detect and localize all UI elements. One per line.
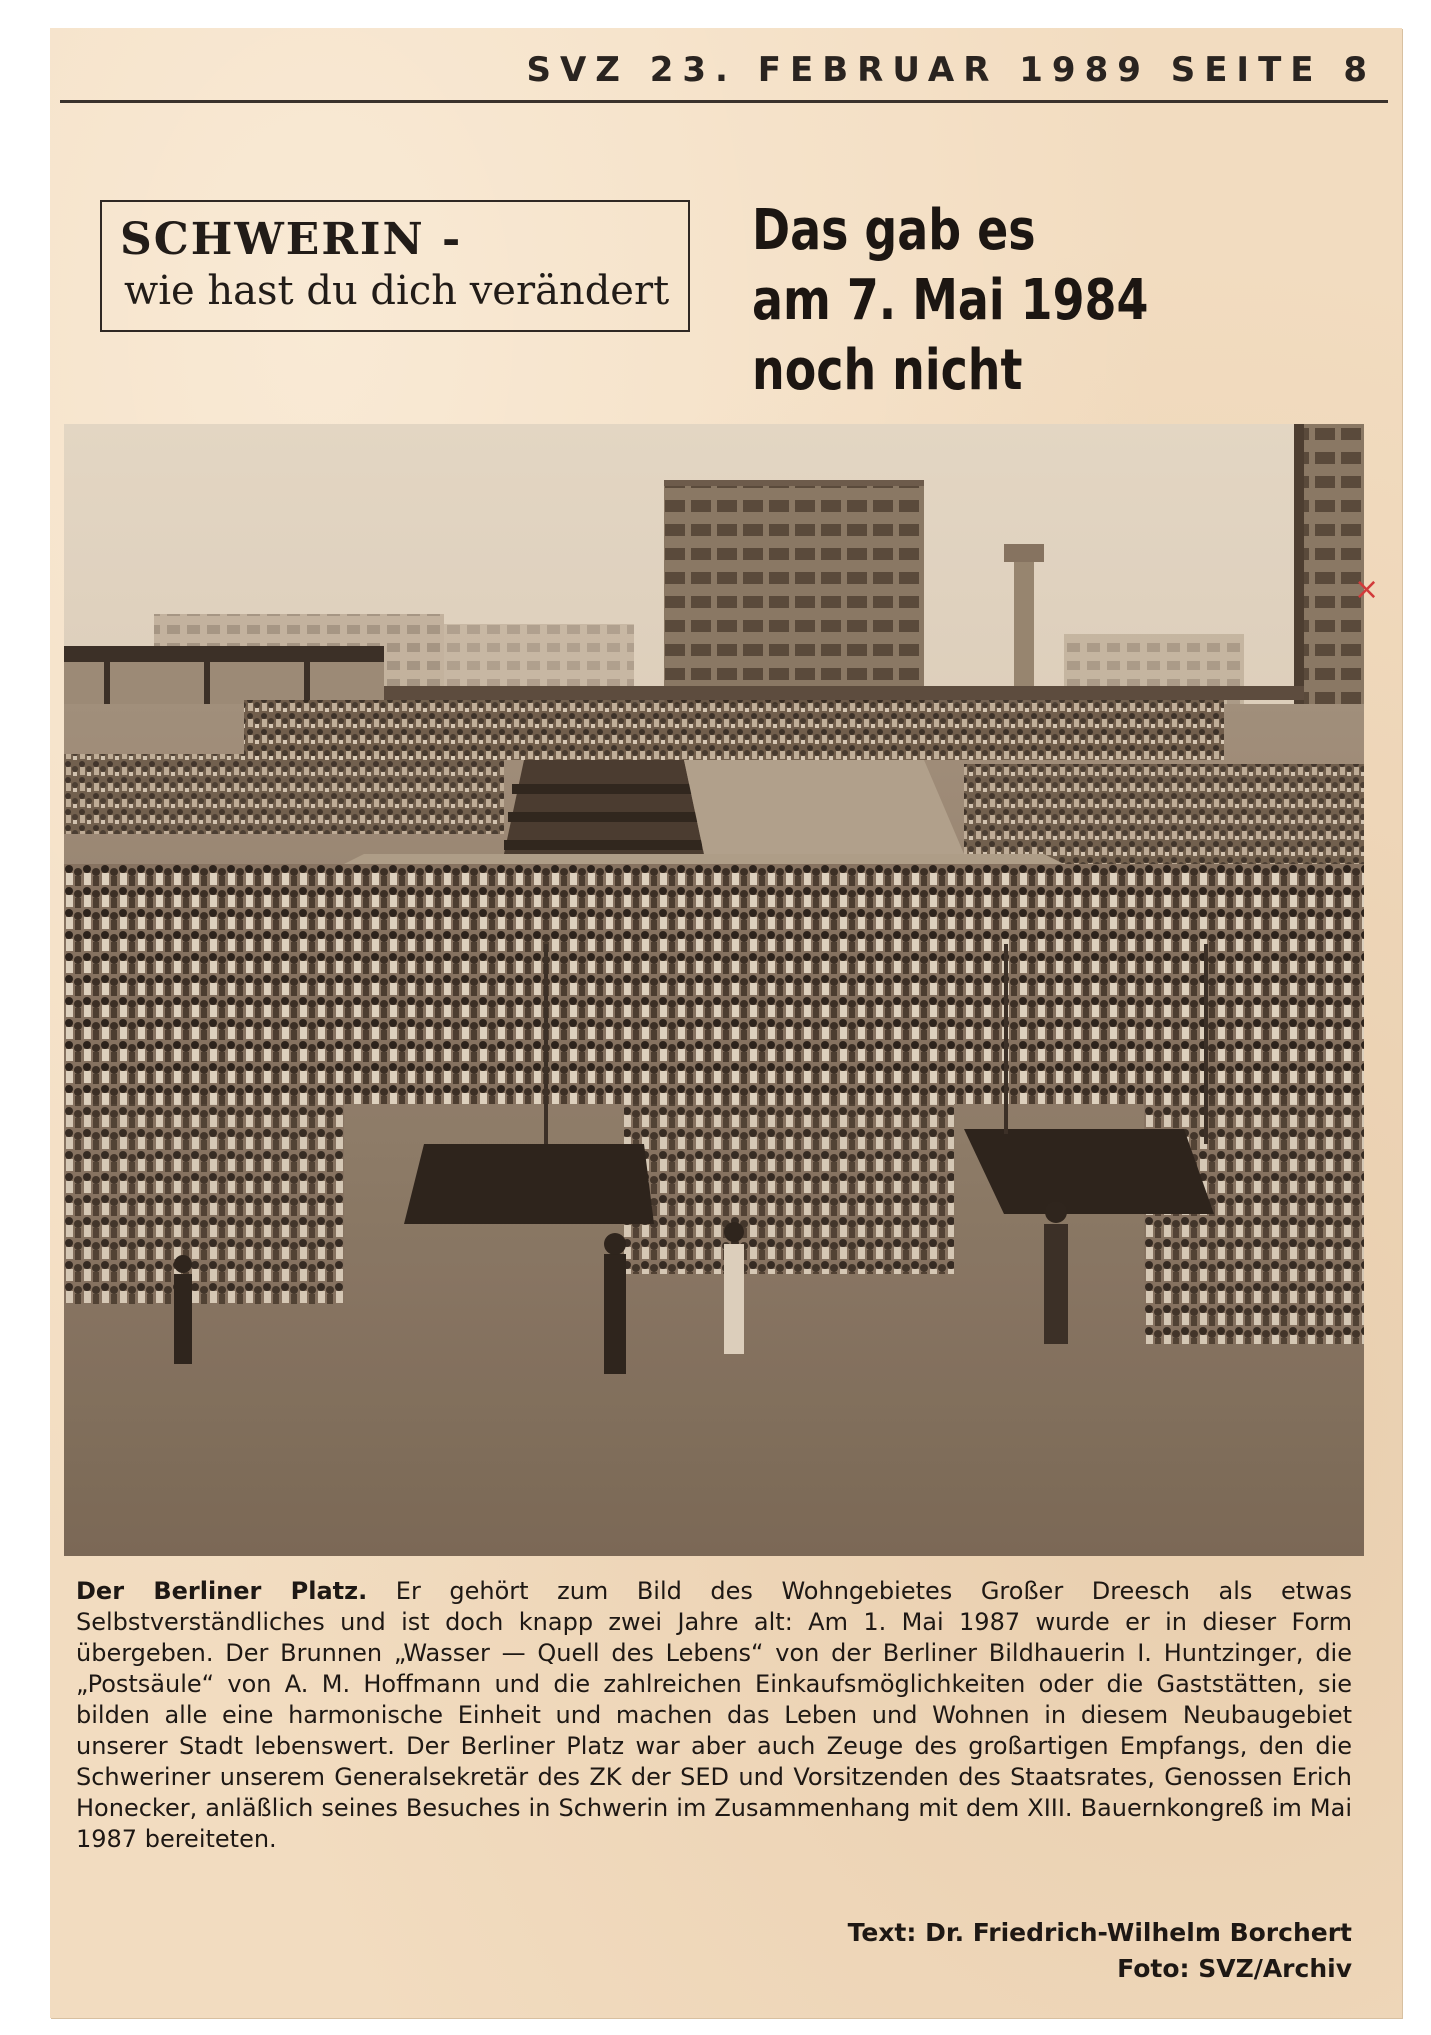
masthead: SVZ 23. FEBRUAR 1989 SEITE 8: [526, 50, 1376, 90]
photo-berliner-platz: [64, 424, 1364, 1556]
headline: [752, 196, 1178, 406]
photo-illustration: [64, 424, 1364, 1556]
masthead-rule: [60, 100, 1388, 103]
series-box: [100, 200, 690, 332]
series-title: SCHWERIN -: [120, 214, 463, 265]
photo-caption: [76, 1576, 1352, 1855]
headline-line-3: noch nicht: [752, 338, 1023, 403]
newspaper-clipping: [50, 28, 1402, 2018]
series-subtitle: wie hast du dich verändert: [124, 268, 670, 314]
caption-body: Er gehört zum Bild des Wohngebietes Großer Dreesch als etwas Selbstverständliches und ist doch knapp zwei Jahre alt: Am 1. Mai 1987 wurde er in dieser Form übergeben. Der Brunnen „Wasser — Quell des Lebens“ von der Berliner Bildhauerin I. Huntzinger, die „Postsäule“ von A. M. Hoffmann und die zahlreichen Einkaufsmöglichkeiten oder die Gaststätten, sie bilden alle eine harmonische Einheit und machen das Leben und Wohnen in diesem Neubaugebiet unserer Stadt lebenswert. Der Berliner Platz war aber auch Zeuge des großartigen Empfangs, den die Schweriner unserem Generalsekretär des ZK der SED und Vorsitzenden des Staatsrates, Genossen Erich Honecker, anläßlich seines Besuches in Schwerin im Zusammenhang mit dem XIII. Bauernkongreß im Mai 1987 bereiteten.: [76, 1577, 1352, 1853]
caption-lead: Der Berliner Platz.: [76, 1577, 368, 1605]
red-cross-mark-icon: ×: [1354, 572, 1380, 607]
headline-line-1: Das gab es: [752, 198, 1036, 263]
text-credit: Text: Dr. Friedrich-Wilhelm Borchert: [847, 1918, 1352, 1947]
headline-line-2: am 7. Mai 1984: [752, 268, 1149, 333]
photo-credit: Foto: SVZ/Archiv: [1117, 1954, 1352, 1983]
